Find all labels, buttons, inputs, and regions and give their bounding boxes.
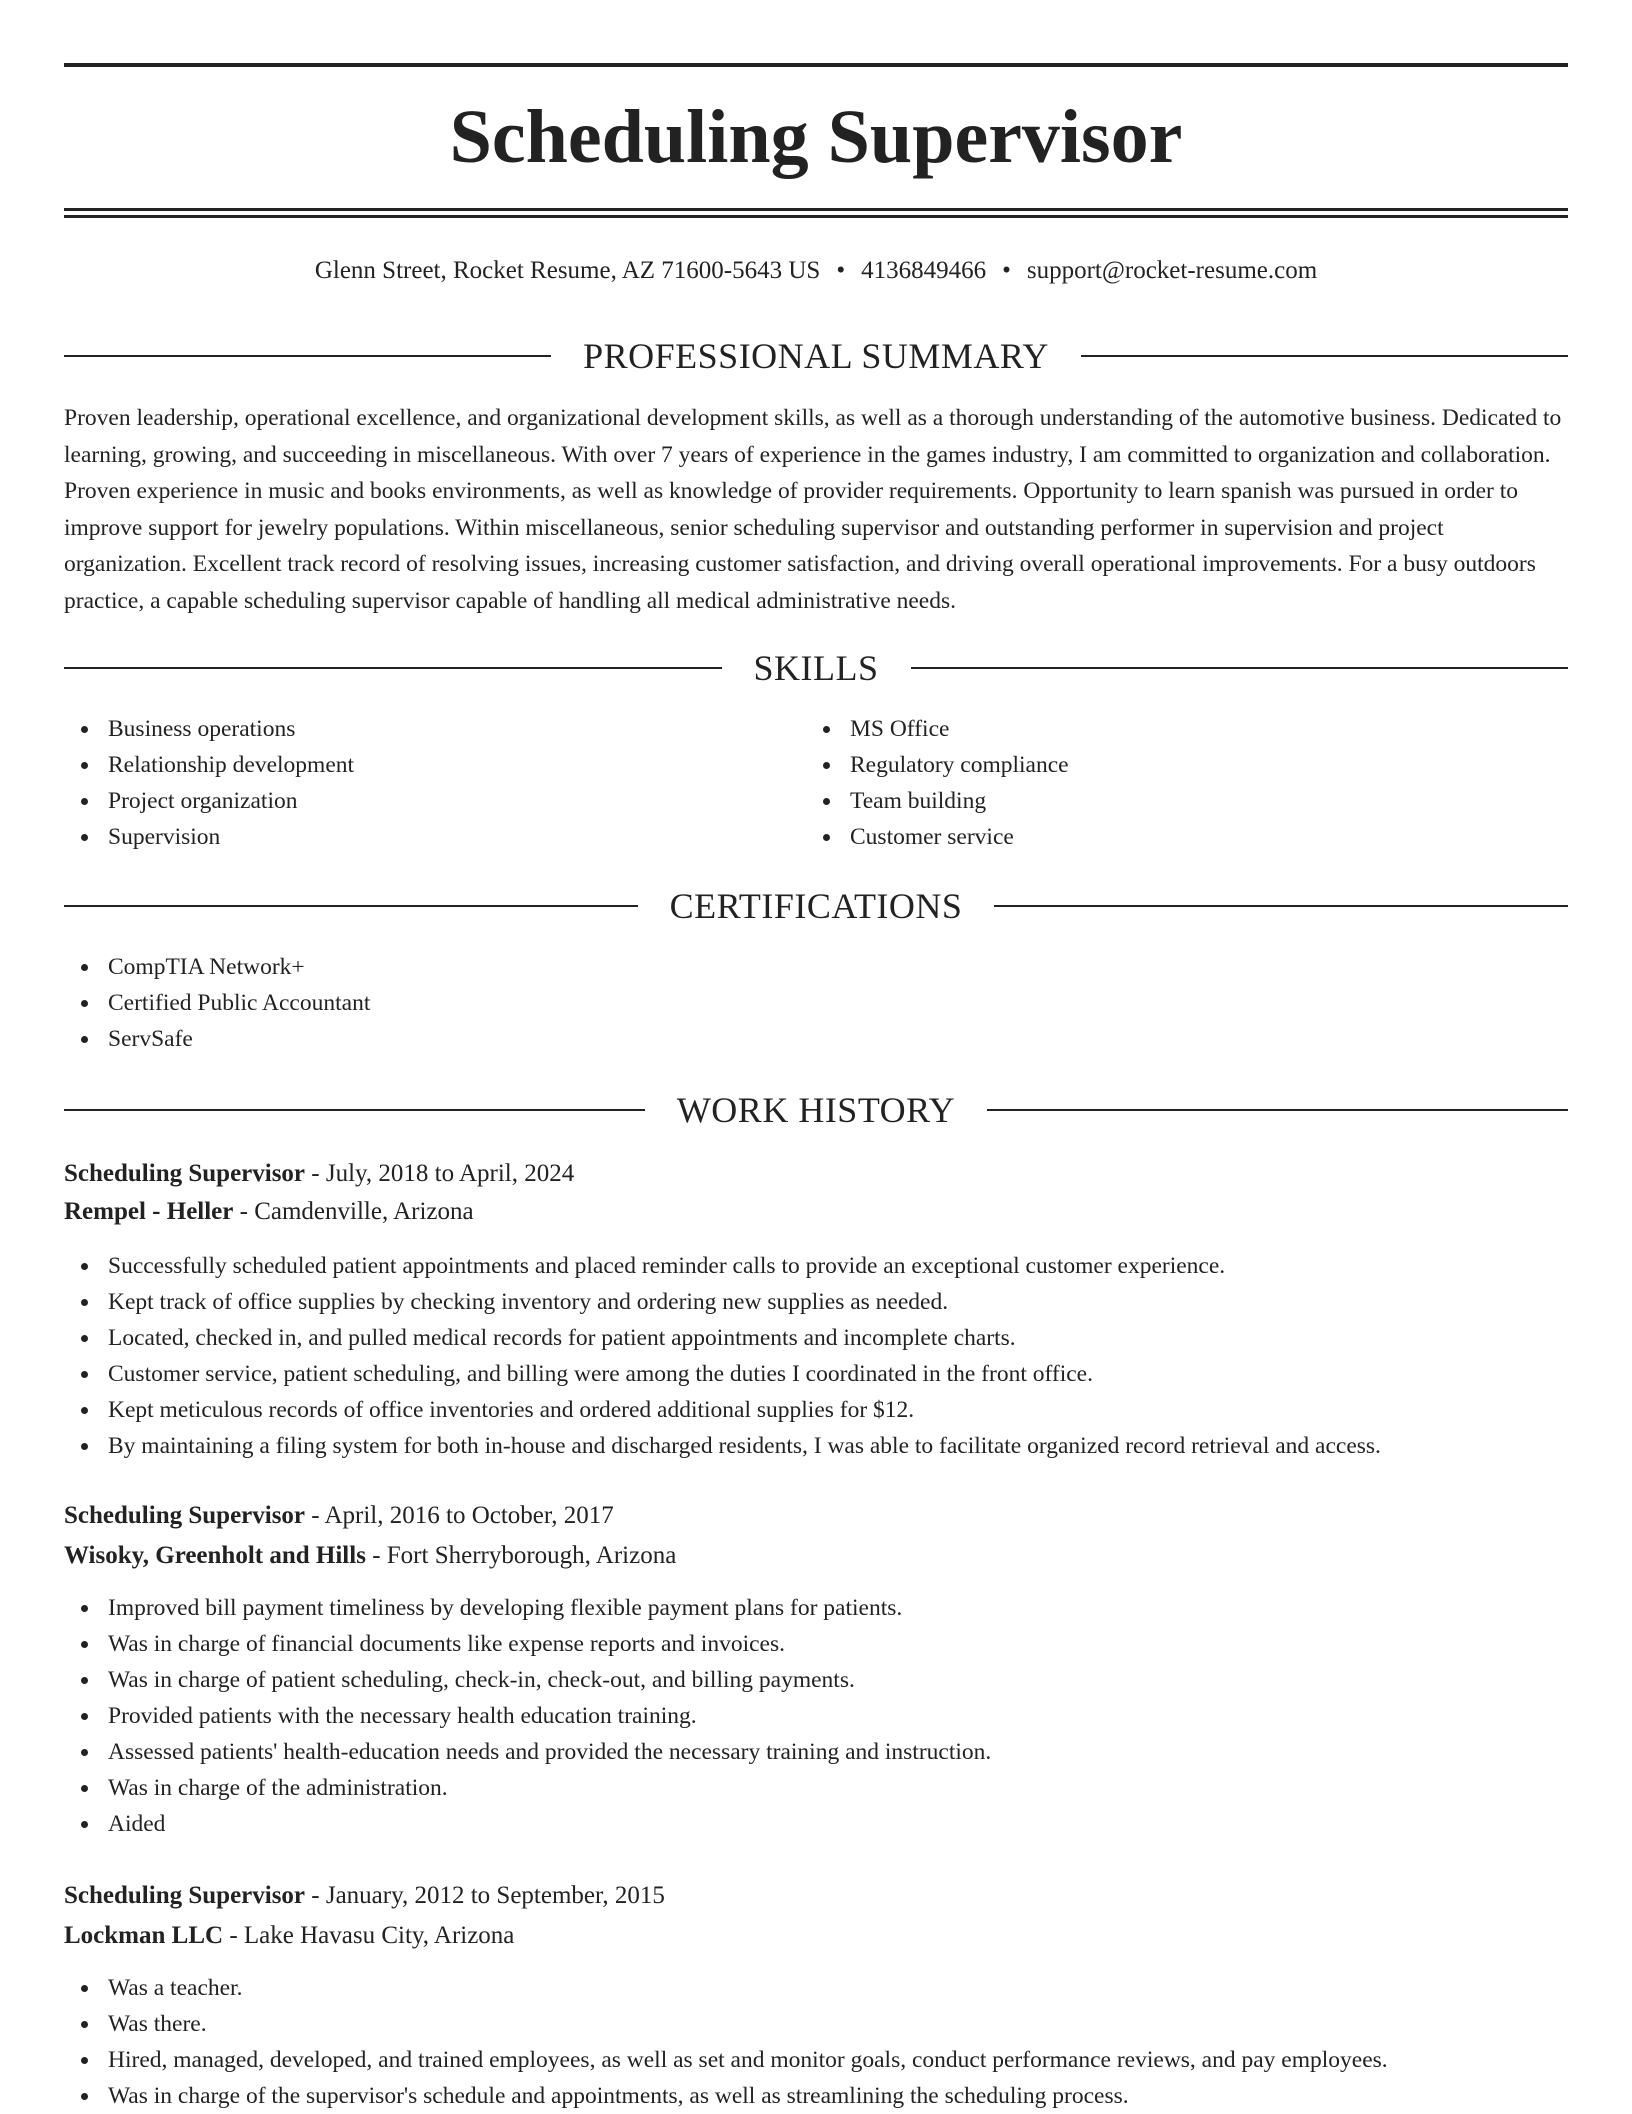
heading-rule: [64, 355, 551, 357]
skills-list-left: [64, 711, 806, 855]
job-title: Scheduling Supervisor: [64, 1502, 306, 1529]
list-item: Customer service: [806, 819, 1548, 855]
section-heading-certifications: [64, 884, 1568, 928]
section-heading-skills: [64, 646, 1568, 690]
header-top-rule: [64, 63, 1568, 67]
job-title: Scheduling Supervisor: [64, 1160, 306, 1187]
list-item: Provided patients with the necessary health education training.: [64, 1698, 1568, 1734]
heading-rule: [64, 667, 722, 669]
header-double-rule-lower: [64, 215, 1568, 218]
job-company: Lockman LLC: [64, 1922, 224, 1949]
list-item: Customer service, patient scheduling, and billing were among the duties I coordinated in the front office.: [64, 1356, 1568, 1392]
heading-rule: [987, 1109, 1568, 1111]
contact-phone: 4136849466: [861, 257, 987, 284]
heading-rule: [64, 1109, 645, 1111]
section-title: WORK HISTORY: [676, 1090, 956, 1130]
list-item: Was in charge of the supervisor's schedule and appointments, as well as streamlining the scheduling process.: [64, 2078, 1568, 2114]
section-title: SKILLS: [753, 648, 879, 688]
list-item: Was in charge of the administration.: [64, 1770, 1568, 1806]
list-item: Was in charge of patient scheduling, check-in, check-out, and billing payments.: [64, 1662, 1568, 1698]
skills-list-right: [806, 711, 1548, 855]
contact-separator: •: [1002, 257, 1011, 284]
contact-separator: •: [836, 257, 846, 284]
job-bullets: [64, 1590, 1568, 1842]
list-item: Business operations: [64, 711, 806, 747]
list-item: Assessed patients' health-education needs and provided the necessary training and instruction.: [64, 1734, 1568, 1770]
list-item: Was in charge of financial documents like expense reports and invoices.: [64, 1626, 1568, 1662]
list-item: Located, checked in, and pulled medical records for patient appointments and incomplete charts.: [64, 1320, 1568, 1356]
contact-line: [64, 254, 1568, 288]
list-item: Project organization: [64, 783, 806, 819]
page-title: Scheduling Supervisor: [449, 95, 1183, 179]
list-item: Regulatory compliance: [806, 747, 1548, 783]
list-item: Team building: [806, 783, 1548, 819]
list-item: Kept track of office supplies by checking inventory and ordering new supplies as needed.: [64, 1284, 1568, 1320]
certifications-list: [64, 949, 1568, 1057]
job-title: Scheduling Supervisor: [64, 1882, 306, 1909]
heading-rule: [1081, 355, 1568, 357]
list-item: Supervision: [64, 819, 806, 855]
list-item: Relationship development: [64, 747, 806, 783]
section-heading-work-history: [64, 1088, 1568, 1132]
contact-email: support@rocket-resume.com: [1026, 257, 1318, 284]
job-company: Wisoky, Greenholt and Hills: [64, 1542, 366, 1569]
list-item: ServSafe: [64, 1021, 1568, 1057]
job-company-line: [64, 1194, 1568, 1230]
heading-rule: [64, 905, 638, 907]
section-title: CERTIFICATIONS: [669, 886, 963, 926]
list-item: Aided: [64, 1806, 1568, 1842]
job-title-line: [64, 1498, 1568, 1534]
list-item: Was there.: [64, 2006, 1568, 2042]
section-heading-summary: [64, 334, 1568, 378]
job-title-line: [64, 1156, 1568, 1192]
job-dates: - July, 2018 to April, 2024: [305, 1160, 575, 1187]
list-item: Improved bill payment timeliness by developing flexible payment plans for patients.: [64, 1590, 1568, 1626]
header-double-rule-upper: [64, 208, 1568, 211]
list-item: MS Office: [806, 711, 1548, 747]
heading-rule: [911, 667, 1569, 669]
list-item: Kept meticulous records of office inventories and ordered additional supplies for $12.: [64, 1392, 1568, 1428]
list-item: Certified Public Accountant: [64, 985, 1568, 1021]
job-dates: - January, 2012 to September, 2015: [305, 1882, 665, 1909]
job-dates: - April, 2016 to October, 2017: [305, 1502, 614, 1529]
section-title: PROFESSIONAL SUMMARY: [583, 336, 1049, 376]
list-item: CompTIA Network+: [64, 949, 1568, 985]
list-item: By maintaining a filing system for both in-house and discharged residents, I was able to facilitate organized record retrieval and access.: [64, 1428, 1568, 1464]
job-company-line: [64, 1918, 1568, 1954]
job-company: Rempel - Heller: [64, 1198, 234, 1225]
heading-rule: [994, 905, 1568, 907]
list-item: Successfully scheduled patient appointments and placed reminder calls to provide an exceptional customer experience.: [64, 1248, 1568, 1284]
job-bullets: [64, 1248, 1568, 1464]
summary-text: Proven leadership, operational excellence, and organizational development skills, as well as a thorough understanding of the automotive business. Dedicated to learning, growing, and succeeding in miscellaneous. With over 7 years of experience in the games industry, I am committed to organization and collaboration. Proven experience in music and books environments, as well as knowledge of provider requirements. Opportunity to learn spanish was pursued in order to improve support for jewelry populations. Within miscellaneous, senior scheduling supervisor and outstanding performer in supervision and project organization. Excellent track record of resolving issues, increasing customer satisfaction, and driving overall operational improvements. For a busy outdoors practice, a capable scheduling supervisor capable of handling all medical administrative needs.: [64, 405, 1562, 614]
job-location: - Camdenville, Arizona: [233, 1198, 474, 1225]
job-bullets: [64, 1970, 1568, 2114]
list-item: Was a teacher.: [64, 1970, 1568, 2006]
list-item: Hired, managed, developed, and trained employees, as well as set and monitor goals, conduct performance reviews, and pay employees.: [64, 2042, 1568, 2078]
contact-address: Glenn Street, Rocket Resume, AZ 71600-5643 US: [314, 257, 821, 284]
job-location: - Lake Havasu City, Arizona: [223, 1922, 515, 1949]
job-company-line: [64, 1538, 1568, 1574]
job-location: - Fort Sherryborough, Arizona: [365, 1542, 677, 1569]
job-title-line: [64, 1878, 1568, 1914]
